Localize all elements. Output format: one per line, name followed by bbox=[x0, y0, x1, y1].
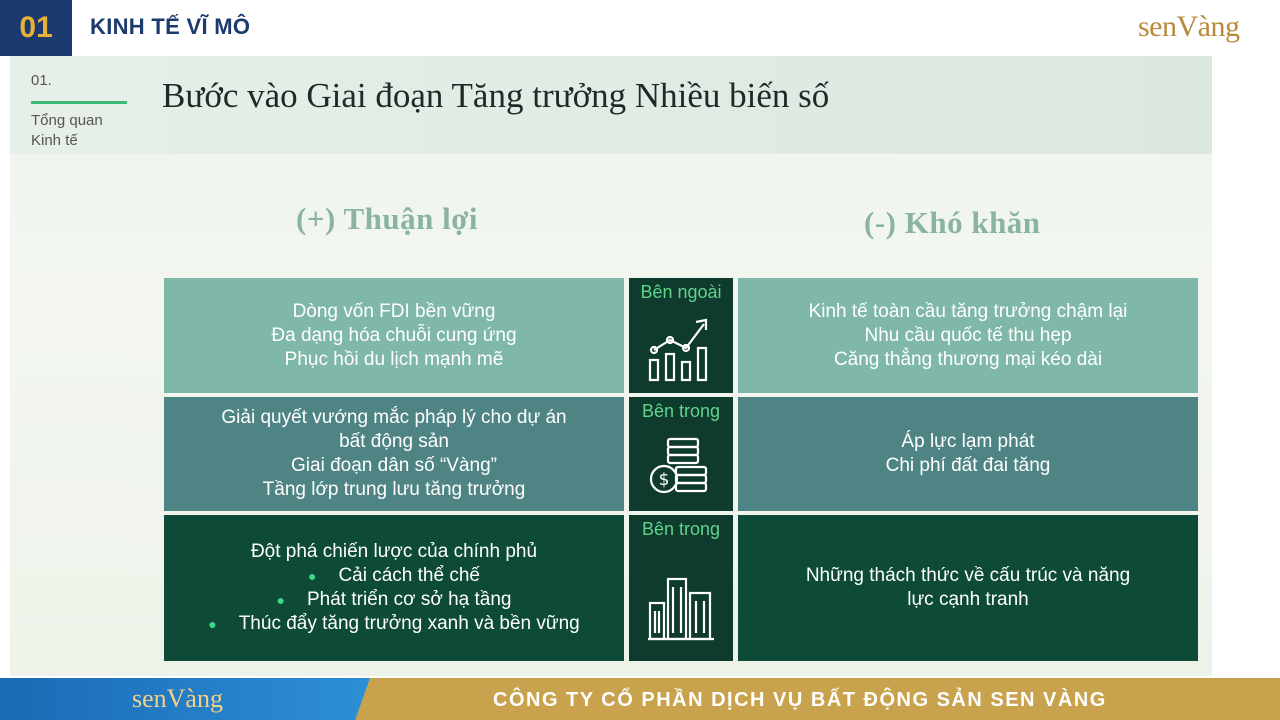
breadcrumb-label: Tổng quan Kinh tế bbox=[31, 112, 103, 149]
bullet-dot-icon: ● bbox=[307, 568, 317, 584]
challenges-cell-internal bbox=[738, 397, 1198, 511]
advantage-item: Giải quyết vướng mắc pháp lý cho dự án bbox=[221, 407, 567, 428]
advantage-item: Đa dạng hóa chuỗi cung ứng bbox=[271, 324, 517, 346]
advantage-item: bất động sản bbox=[339, 431, 449, 452]
advantages-cell-external bbox=[164, 278, 624, 393]
challenge-item: lực cạnh tranh bbox=[907, 589, 1029, 610]
challenges-cell-external bbox=[738, 278, 1198, 393]
category-cell-internal bbox=[629, 397, 733, 511]
advantage-item: Thúc đẩy tăng trưởng xanh và bền vững bbox=[238, 613, 580, 634]
advantage-item: Phục hồi du lịch mạnh mẽ bbox=[284, 348, 504, 370]
breadcrumb-number: 01. bbox=[31, 72, 52, 89]
advantage-item: Tầng lớp trung lưu tăng trưởng bbox=[262, 479, 526, 500]
challenges-cell-government bbox=[738, 515, 1198, 661]
advantages-cell-government bbox=[164, 515, 624, 661]
category-label: Bên trong bbox=[641, 401, 721, 421]
brand-logo-text: senVàng bbox=[1138, 10, 1240, 43]
challenge-item: Nhu cầu quốc tế thu hẹp bbox=[864, 324, 1072, 346]
breadcrumb-divider bbox=[31, 101, 127, 104]
slide-content bbox=[10, 56, 1212, 676]
category-label: Bên trong bbox=[641, 519, 721, 539]
challenges-heading: (-) Khó khăn bbox=[864, 205, 1041, 240]
challenge-item: Kinh tế toàn cầu tăng trưởng chậm lại bbox=[808, 300, 1128, 322]
advantage-item: Giai đoạn dân số “Vàng” bbox=[291, 455, 497, 476]
bullet-dot-icon: ● bbox=[276, 592, 285, 608]
category-label: Bên ngoài bbox=[640, 282, 722, 302]
advantage-heading-item: Đột phá chiến lược của chính phủ bbox=[250, 541, 538, 562]
advantage-item: Phát triển cơ sở hạ tầng bbox=[306, 589, 512, 610]
advantage-item: Dòng vốn FDI bền vững bbox=[292, 300, 496, 322]
advantage-bullet bbox=[208, 612, 580, 636]
challenge-item: Áp lực lạm phát bbox=[901, 431, 1035, 452]
advantage-item: Cải cách thể chế bbox=[338, 565, 480, 586]
challenge-item: Căng thẳng thương mại kéo dài bbox=[833, 348, 1103, 370]
category-cell-government bbox=[629, 515, 733, 661]
advantage-bullet bbox=[308, 564, 480, 588]
category-cell-external bbox=[629, 278, 733, 393]
advantages-cell-internal bbox=[164, 397, 624, 511]
slide-title: Bước vào Giai đoạn Tăng trưởng Nhiều biến số bbox=[162, 76, 830, 115]
section-number: 01 bbox=[0, 0, 72, 56]
chart-growth-icon bbox=[646, 314, 716, 384]
slide-header bbox=[10, 56, 1212, 154]
footer-brand-logo: senVàng bbox=[132, 684, 223, 713]
brand-logo bbox=[1138, 4, 1272, 48]
svg-text:$: $ bbox=[658, 470, 670, 490]
buildings-icon bbox=[646, 573, 716, 643]
section-title: KINH TẾ VĨ MÔ bbox=[90, 14, 251, 39]
advantage-bullet bbox=[277, 588, 512, 612]
top-bar bbox=[0, 0, 1280, 56]
bullet-dot-icon: ● bbox=[208, 616, 217, 632]
footer-company-name: CÔNG TY CỔ PHẦN DỊCH VỤ BẤT ĐỘNG SẢN SEN VÀNG bbox=[493, 689, 1107, 711]
challenge-item: Những thách thức về cấu trúc và năng bbox=[805, 565, 1131, 586]
advantages-heading: (+) Thuận lợi bbox=[296, 201, 479, 236]
coins-icon bbox=[646, 433, 716, 503]
challenge-item: Chi phí đất đai tăng bbox=[885, 455, 1051, 476]
